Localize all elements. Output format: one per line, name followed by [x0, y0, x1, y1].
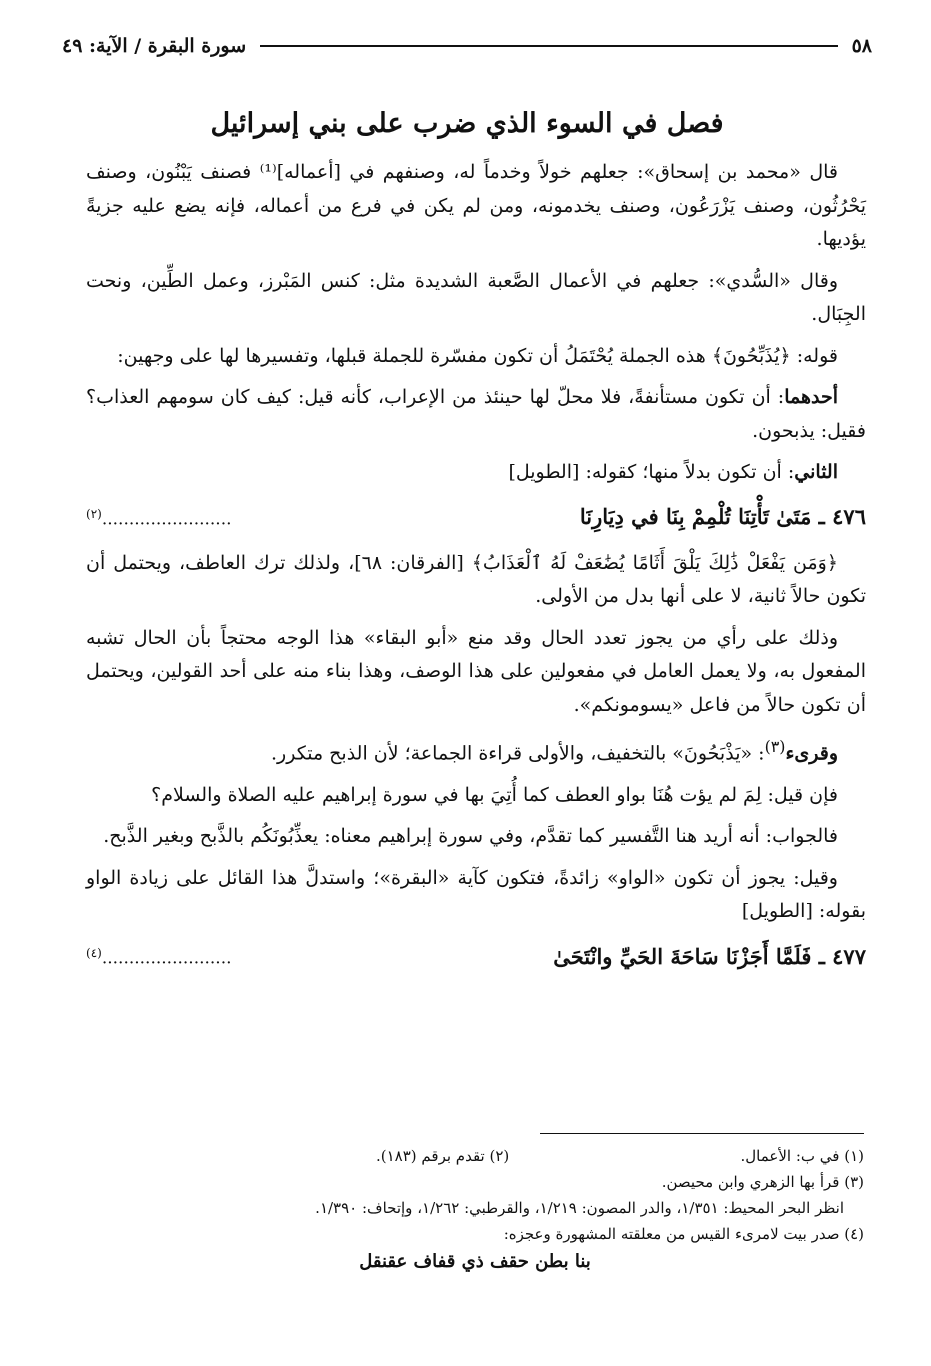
footnote-marker: (٢) [86, 506, 102, 521]
paragraph: فإن قيل: لِمَ لم يؤت هُنَا بواو العطف كما أُتِيَ بها في سورة إبراهيم عليه الصلاة والسلام؟ [151, 783, 838, 806]
footnote-2: (٢) تقدم برقم (١٨٣). [376, 1147, 510, 1165]
page-header [62, 33, 872, 59]
footnote-4: (٤) صدر بيت لامرىء القيس من معلقته المشهورة وعجزه: [503, 1225, 864, 1243]
poem-dots: ........................ [101, 509, 232, 530]
footnote-row [86, 1143, 864, 1169]
paragraph: فالجواب: أنه أريد هنا التَّفسير كما تقدَّم، وفي سورة إبراهيم معناه: يعذِّبُونَكُم بالذَّبح وبغير الذَّبح. [103, 825, 838, 848]
paragraph-first-aspect [86, 381, 866, 448]
poem-line-476 [86, 498, 866, 537]
paragraph: قوله: ﴿يُذَبِّحُونَ﴾ هذه الجملة يُحْتَمَلُ أن تكون مفسّرة للجملة قبلها، وتفسيرها لها على وجهين: [117, 344, 838, 367]
footnote-4-verse: بنا بطن حقف ذي قفاف عقنقل [359, 1251, 591, 1272]
paragraph: قال «محمد بن إسحاق»: جعلهم خولاً وخدماً له، وصنفهم في [أعماله]⁽¹⁾ فصنف يَبْنُون، وصنف يَحْرُثُون، وصنف يَزْرَعُون، وصنف يخدمونه، ومن لم يكن في فرع من أعماله، فإنه يضع عليه جزيةً يؤديها. [86, 161, 866, 250]
header-rule [260, 45, 837, 47]
footnote-marker: (٣) [764, 737, 786, 757]
footnote-1: (١) في ب: الأعمال. [740, 1147, 864, 1165]
poem-verse: ٤٧٧ ـ فَلَمَّا أَجَزْنَا سَاحَةَ الحَيِّ وانْتَحَىٰ [553, 943, 866, 969]
poem-dots: ........................ [101, 948, 232, 969]
footnote-3: (٣) قرأ بها الزهري وابن محيصن. [661, 1173, 864, 1191]
paragraph: وذلك على رأي من يجوز تعدد الحال وقد منع «أبو البقاء» هذا الوجه محتجاً بأن الحال تشبه المفعول به، ولا يعمل العامل في مفعولين على هذا الوصف، وهذا بناء منه على أحد القولين، ويحتمل أن تكون حالاً من فاعل «يسومونكم». [86, 626, 866, 716]
paragraph: وقيل: يجوز أن تكون «الواو» زائدةً، فتكون كآية «البقرة»؛ واستدلَّ هذا القائل على زيادة الواو بقوله: [الطويل] [86, 866, 866, 923]
main-text [86, 156, 866, 986]
reading-label: وقرىء [785, 742, 838, 765]
footnote-separator [540, 1133, 864, 1134]
running-title: سورة البقرة / الآية: ٤٩ [62, 35, 247, 57]
paragraph: وقال «السُّدي»: جعلهم في الأعمال الصَّعبة الشديدة مثل: كنس المَبْرز، وعمل الطِّين، ونحت الجِبَال. [86, 269, 866, 325]
poem-ellipsis [86, 937, 232, 976]
aspect-text: : أن تكون بدلاً منها؛ كقوله: [الطويل] [508, 461, 795, 483]
footnote-marker: (٤) [86, 945, 102, 960]
poem-ellipsis [86, 498, 232, 537]
poem-verse: ٤٧٦ ـ مَتَىٰ تَأْتِنَا تُلْمِمْ بِنَا في دِيَارِنَا [579, 504, 866, 530]
poem-line-477 [86, 937, 866, 976]
paragraph-second-aspect [86, 456, 866, 490]
paragraph-reading [86, 730, 866, 771]
aspect-text: : أن تكون مستأنفةً، فلا محلّ لها حينئذ من الإعراب، كأنه قيل: كيف كان سومهم العذاب؟ فقيل: يذبحون. [86, 386, 866, 442]
aspect-label: أحدهما [784, 386, 838, 408]
page-number: ٥٨ [851, 35, 872, 57]
aspect-label: الثاني [794, 461, 838, 483]
section-title: فصل في السوء الذي ضرب على بني إسرائيل [210, 108, 724, 139]
footnotes [86, 1143, 864, 1275]
footnote-3-references: انظر البحر المحيط: ١/٣٥١، والدر المصون: ١/٢١٩، والقرطبي: ١/٢٦٢، وإتحاف: ١/٣٩٠. [315, 1199, 844, 1217]
reading-text: : «يَذْبَحُونَ» بالتخفيف، والأولى قراءة الجماعة؛ لأن الذبح متكرر. [271, 742, 765, 765]
paragraph: ﴿وَمَن يَفْعَلْ ذَٰلِكَ يَلْقَ أَثَامًا يُضَٰعَفْ لَهُ ٱلْعَذَابُ﴾ [الفرقان: ٦٨]، ولذلك ترك العاطف، ويحتمل أن تكون حالاً ثانية، لا على أنها بدل من الأولى. [86, 551, 866, 608]
